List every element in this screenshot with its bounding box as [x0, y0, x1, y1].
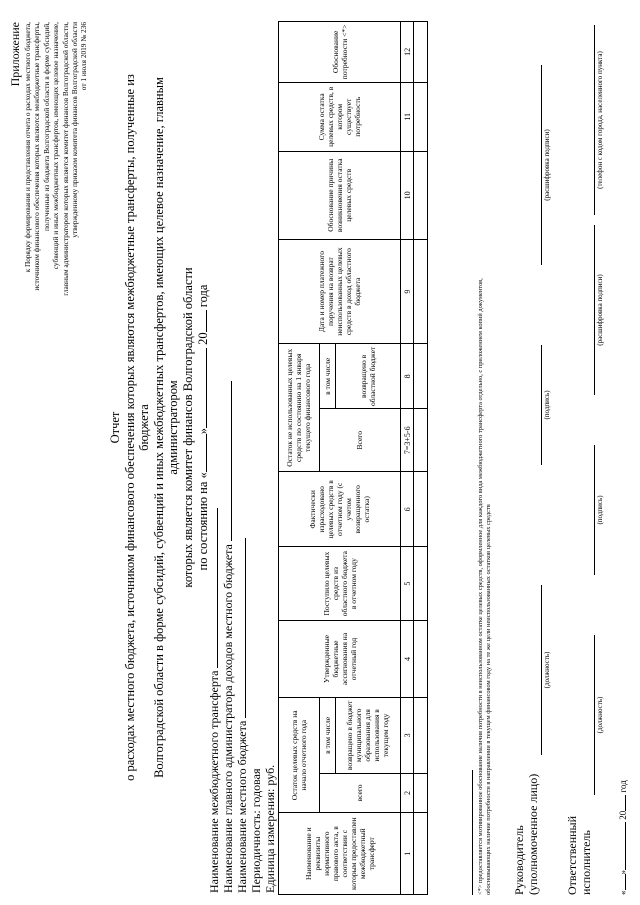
appendix-line: полученные из бюджета Волгоградской области в форме субсидий,	[41, 22, 51, 231]
executor-label: Ответственный исполнитель	[565, 815, 593, 895]
year-blank	[206, 310, 207, 332]
date-prefix: по состоянию на «	[195, 472, 210, 571]
appendix-line: главным администратором которых является комитет финансов Волгоградской области,	[60, 22, 70, 296]
header-returned-regional: возвращено в областной бюджет	[335, 344, 400, 409]
head-signature-line: (подпись)	[541, 345, 551, 465]
appendix-line: источником финансового обеспечения которых являются межбюджетные трансферты,	[32, 22, 42, 291]
header-payment-order: Дата и номер платежного поручения на возврат неиспользованных целевых средств в доход областного бюджета	[279, 239, 401, 344]
col-number: 2	[401, 773, 414, 813]
field-periodicity: Периодичность: годовая	[249, 768, 263, 893]
header-total: всего	[319, 773, 400, 813]
header-remaining-need: Сумма остатка целевых средств, в котором существует потребность	[279, 82, 401, 151]
exec-phone-line: (телефон с кодом города, населенного пункта)	[594, 25, 604, 215]
col-number: 12	[401, 22, 414, 83]
header-need-basis: Обоснование потребности <*>	[279, 22, 401, 83]
signature-date: «» 20 год	[618, 780, 628, 895]
exec-signature-line: (подпись)	[594, 445, 604, 575]
field-budget-name: Наименование местного бюджета	[235, 333, 249, 893]
header-total-rest: Всего	[319, 409, 400, 472]
field-unit: Единица измерения: руб.	[263, 764, 277, 893]
col-number: 6	[401, 472, 414, 547]
footnote-line: обосновывающих наличие потребности в направлении в текущем финансовом году на те же цели неиспользованных остатков целевых средств	[485, 504, 492, 895]
field-line	[221, 381, 232, 541]
exec-decode-line: (расшифровка подписи)	[594, 225, 604, 395]
report-title-line: о расходах местного бюджета, источником финансового обеспечения которых являются межбюджетные трансферты, полученные из бюджета	[122, 74, 152, 781]
head-decode-line: (расшифровка подписи)	[541, 65, 551, 265]
appendix-line: утвержденному приказом комитета финансов Волгоградской области	[70, 22, 80, 238]
date-mid: »	[195, 427, 210, 435]
appendix-line: от 1 июля 2019 № 236	[79, 22, 89, 91]
appendix-line: к Порядку формирования и представления отчета о расходах местного бюджета,	[23, 22, 32, 273]
report-table	[278, 21, 428, 895]
date-suffix: года	[195, 284, 210, 308]
report-fields	[207, 333, 277, 893]
col-number: 7=3+5-6	[401, 409, 414, 472]
head-label: Руководитель (уполномоченное лицо)	[512, 773, 540, 895]
header-begin-balance: Остаток целевых средств на начало отчетного года	[279, 698, 320, 813]
appendix-line: субвенций и иных межбюджетных трансфертов, имеющих целевое назначение,	[51, 22, 61, 270]
col-number: 5	[401, 547, 414, 620]
report-title	[108, 60, 210, 795]
col-number: 1	[401, 813, 414, 895]
header-received: Поступило целевых средств из областного бюджета в отчетном году	[279, 547, 401, 620]
head-position-line: (должность)	[541, 585, 551, 755]
report-title-line: Волгоградской области в форме субсидий, субвенций и иных межбюджетных трансфертов, имеющих целевое назначение, главным администратором	[151, 77, 181, 778]
header-including-rest: в том числе	[319, 344, 335, 409]
col-number: 4	[401, 620, 414, 697]
field-transfer-name: Наименование межбюджетного трансферта	[207, 333, 221, 893]
field-line	[235, 538, 246, 718]
col-number: 3	[401, 698, 414, 773]
appendix-title: Приложение	[8, 22, 22, 87]
header-returnable: возвращено в бюджет муниципального образования для использования в текущем году	[335, 698, 400, 773]
appendix-block	[8, 22, 89, 442]
field-line	[207, 508, 218, 668]
col-number: 8	[401, 344, 414, 409]
col-number: 10	[401, 151, 414, 239]
col-number: 11	[401, 82, 414, 151]
col-number: 9	[401, 239, 414, 344]
report-heading: Отчет	[108, 411, 122, 444]
footnote-separator	[472, 770, 473, 895]
exec-position-line: (должность)	[594, 635, 604, 795]
footnote	[477, 25, 493, 895]
footnote-line: <*> предоставляется мотивированное обоснование наличия потребности в неиспользованном остатке целевых средств, оформленное для каждого вида межбюджетного трансферта отдельно, с приложением копий документов,	[477, 278, 484, 895]
field-admin-name: Наименование главного администратора доходов местного бюджета	[221, 333, 235, 893]
header-act: Наименование и реквизиты нормативного правового акта, в соответствии с которым предоставлен межбюджетный трансферт	[279, 813, 401, 895]
header-including: в том числе	[319, 698, 335, 773]
header-reason: Обоснование причины возникновения остатка целевых средств	[279, 151, 401, 239]
header-used: Фактически израсходовано целевых средств в отчетном году (с учетом возвращенного остатка)	[279, 472, 401, 547]
report-title-line: которых является комитет финансов Волгоградской области	[180, 267, 195, 588]
header-rest: Остаток не использованных целевых средств по состоянию на 1 января текущего финансового года	[279, 344, 320, 472]
header-approved: Утвержденные бюджетные ассигнования на отчетный год	[279, 620, 401, 697]
date-year: 20	[195, 332, 210, 345]
table-row	[414, 22, 428, 895]
